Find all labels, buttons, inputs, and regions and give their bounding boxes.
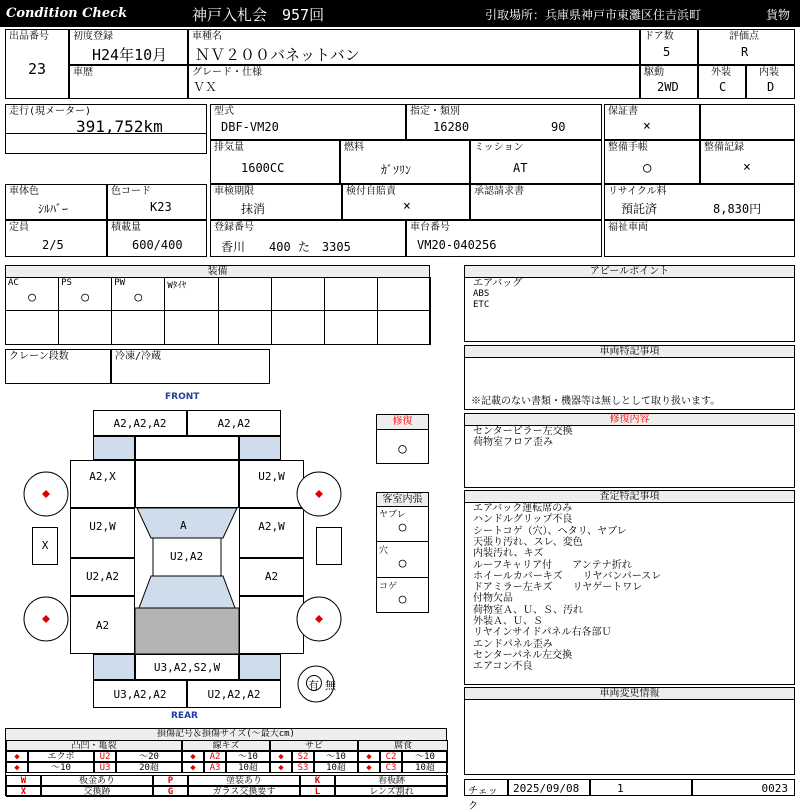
spare-no: 無 xyxy=(325,679,336,692)
special-note: ※記載のない書類・機器等は無しとして取り扱います。 xyxy=(471,396,721,407)
inspection-note-line: 内装汚れ、キズ xyxy=(473,548,544,560)
legend-symbol-code: X xyxy=(6,786,41,797)
approval-label: 承認請求書 xyxy=(474,186,524,197)
panel-front-left xyxy=(93,410,187,436)
equipment-cell xyxy=(219,277,272,311)
repair-indicator-mark: ○ xyxy=(398,441,407,457)
roof-text: U2,A2 xyxy=(170,550,204,563)
interior-item-mark: ○ xyxy=(398,556,407,571)
equipment-item-mark: ○ xyxy=(134,290,143,305)
chassis-value: VM20-040256 xyxy=(417,238,497,252)
legend-symbol-desc: ガラス交換要す xyxy=(188,786,300,797)
legend-value: 20超 xyxy=(116,762,182,773)
check-code-cell xyxy=(692,779,795,796)
legend-diamond: ◆ xyxy=(358,751,380,762)
inspection-note-line: 付物欠品 xyxy=(473,593,513,605)
appeal-line-2: ABS xyxy=(473,289,490,299)
repair-line-2: 荷物室フロア歪み xyxy=(473,437,553,448)
warranty-label: 保証書 xyxy=(608,106,638,117)
legend-symbol-desc: 交換跡 xyxy=(41,786,153,797)
panel-fender-right-text: U2,W xyxy=(258,470,285,483)
freezer-cell xyxy=(111,349,270,384)
inspection-note-line: ドアミラー左キズ リヤゲートワレ xyxy=(473,582,643,594)
check-label: チェック xyxy=(468,786,498,812)
equipment-cell xyxy=(219,311,272,345)
legend-diamond: ◆ xyxy=(6,751,28,762)
color-value: ｼﾙﾊﾞｰ xyxy=(38,202,69,216)
lot-cell xyxy=(5,29,69,99)
legend-title: 損傷記号＆損傷サイズ(～最大cm) xyxy=(6,729,446,741)
inspection-note-line: ホイールカバーキズ リヤバンパースレ xyxy=(473,570,662,582)
reg-label: 登録番号 xyxy=(214,222,254,233)
legend-symbol-desc: 看板跡 xyxy=(335,775,448,786)
bumper-center xyxy=(135,436,239,460)
legend-diamond: ◆ xyxy=(270,762,292,773)
warranty-blank xyxy=(700,104,795,140)
panel-door-rear-right xyxy=(239,558,304,596)
equipment-box xyxy=(5,265,430,345)
panel-front-right xyxy=(187,410,281,436)
appeal-line-1: エアバッグ xyxy=(473,278,523,289)
displacement-value: 1600CC xyxy=(241,161,285,175)
legend-symbol-code: K xyxy=(300,775,335,786)
displacement-label: 排気量 xyxy=(214,142,244,153)
first-reg-value: H24年10月 xyxy=(92,46,168,64)
legend-symbol-code: W xyxy=(6,775,41,786)
lot-number: 23 xyxy=(28,60,47,78)
spare-yes: 有 xyxy=(308,679,319,692)
manual-cell xyxy=(604,140,700,184)
welfare-label: 福祉車両 xyxy=(608,222,648,233)
legend-code: S3 xyxy=(292,762,314,773)
equipment-grid xyxy=(6,277,429,344)
legend-grid xyxy=(6,740,446,795)
legend-code: A2 xyxy=(204,751,226,762)
equipment-item-label: Wﾀｲﾔ xyxy=(167,281,187,291)
fuel-label: 燃料 xyxy=(344,142,364,153)
headlight-right xyxy=(239,436,281,460)
panel-front-left-text: A2,A2,A2 xyxy=(113,417,167,430)
inspection-note-line: 荷物室Ａ、Ｕ、Ｓ、汚れ xyxy=(473,604,583,616)
legend-group-header: 腐食 xyxy=(358,740,448,751)
load-label: 積載量 xyxy=(111,222,141,233)
repair-indicator-label: 修復 xyxy=(377,415,428,430)
hood-text: A xyxy=(180,519,187,532)
legend-code: A3 xyxy=(204,762,226,773)
legend-symbol-desc: 塗装あり xyxy=(188,775,300,786)
inspection-cell xyxy=(210,184,342,220)
headlight-left xyxy=(93,436,135,460)
mission-value: AT xyxy=(513,161,528,175)
header-bar xyxy=(0,0,800,27)
legend-box xyxy=(5,728,447,796)
doors-label: ドア数 xyxy=(644,31,674,42)
legend-diamond: ◆ xyxy=(182,762,204,773)
interior-item xyxy=(377,542,428,578)
cabin-diagram xyxy=(135,508,239,654)
legend-value: 10超 xyxy=(314,762,358,773)
color-cell xyxy=(5,184,107,220)
mission-label: ミッション xyxy=(474,142,524,153)
manual-label: 整備手帳 xyxy=(608,142,648,153)
model-cell xyxy=(210,104,406,140)
special-title: 車両特記事項 xyxy=(465,346,794,358)
pickup-location: 引取場所：兵庫県神戸市東灘区住吉浜町 xyxy=(485,8,702,22)
wheel-rear-right-icon xyxy=(295,595,343,643)
auction-title: 神戸入札会 957回 xyxy=(192,6,325,24)
model-label: 型式 xyxy=(214,106,234,117)
recycle-status: 預託済 xyxy=(621,202,658,216)
ext-label: 外装 xyxy=(711,67,731,78)
manual-value: ○ xyxy=(643,160,652,176)
mirror-left-text: X xyxy=(41,539,49,552)
crane-cell xyxy=(5,349,111,384)
capacity-cell xyxy=(5,220,107,257)
panel-front-right-text: A2,A2 xyxy=(217,417,251,430)
equipment-item-label: PW xyxy=(114,278,126,288)
inspection-label: 車検期限 xyxy=(214,186,254,197)
legend-group-header: サビ xyxy=(270,740,358,751)
inspection-note-line: エアバック運転席のみ xyxy=(473,503,573,514)
panel-door-rear-left xyxy=(70,558,135,596)
equipment-cell xyxy=(112,311,165,345)
legend-group-header: 凸凹・亀裂 xyxy=(6,740,182,751)
reg-cell xyxy=(210,220,406,257)
panel-fender-left-text: A2,X xyxy=(89,470,116,483)
spare-yes-circle-icon xyxy=(305,674,323,692)
panel-door-front-right-text: A2,W xyxy=(258,520,285,533)
inspection-value: 抹消 xyxy=(241,202,266,216)
legend-diamond: ◆ xyxy=(182,751,204,762)
displacement-cell xyxy=(210,140,340,184)
history-cell xyxy=(69,65,188,99)
interior-item xyxy=(377,578,428,614)
warranty-cell xyxy=(604,104,700,140)
legend-value: 10超 xyxy=(226,762,270,773)
doors-value: 5 xyxy=(663,45,671,59)
chassis-cell xyxy=(406,220,602,257)
panel-rear-right-text: U2,A2,A2 xyxy=(207,688,261,701)
legend-diamond: ◆ xyxy=(6,762,28,773)
panel-fender-left xyxy=(70,460,135,508)
wheel-front-left-icon xyxy=(22,470,70,518)
appeal-box xyxy=(464,265,795,342)
interior-item-label: ヤブレ xyxy=(379,510,406,520)
recycle-cell xyxy=(604,184,795,220)
wheel-rear-left-icon xyxy=(22,595,70,643)
capacity-label: 定員 xyxy=(9,222,29,233)
history-label: 車歴 xyxy=(73,67,93,78)
int-value: D xyxy=(767,80,775,94)
designation-cell xyxy=(406,104,602,140)
legend-value: 10超 xyxy=(402,762,448,773)
taillight-right xyxy=(239,654,281,680)
mileage-label: 走行(現メーター) xyxy=(9,106,92,117)
int-label: 内装 xyxy=(759,67,779,78)
inspection-note-line: シートコゲ（穴）、ヘタリ、ヤブレ xyxy=(473,525,627,537)
rear-window xyxy=(139,576,235,608)
equipment-cell xyxy=(165,311,218,345)
equipment-cell xyxy=(112,277,165,311)
panel-door-front-left-text: U2,W xyxy=(89,520,116,533)
appeal-line-3: ETC xyxy=(473,300,490,310)
interior-item-label: 穴 xyxy=(379,546,389,556)
legend-diamond: ◆ xyxy=(358,762,380,773)
warranty-value: × xyxy=(643,119,651,134)
equipment-cell xyxy=(165,277,218,311)
equipment-item-mark: ○ xyxy=(81,290,90,305)
interior-item-label: コゲ xyxy=(379,582,398,592)
legend-value: ～10 xyxy=(226,751,270,762)
self-check-label: 検付自賠責 xyxy=(346,186,396,197)
panel-rear-left xyxy=(93,680,187,708)
equipment-cell xyxy=(378,311,431,345)
legend-code: C2 xyxy=(380,751,402,762)
load-cell xyxy=(107,220,207,257)
service-cell xyxy=(700,140,795,184)
brand: Condition Check xyxy=(6,6,128,21)
category-value: 90 xyxy=(551,120,566,134)
inspection-notes-title: 査定特記事項 xyxy=(465,491,794,503)
mirror-left-box xyxy=(32,527,58,565)
legend-value: ～10 xyxy=(314,751,358,762)
equipment-cell xyxy=(325,311,378,345)
int-cell xyxy=(746,65,795,99)
wheel-front-right-icon xyxy=(295,470,343,518)
load-value: 600/400 xyxy=(132,238,183,252)
color-code-value: K23 xyxy=(150,200,172,214)
check-date-cell xyxy=(508,779,590,796)
change-box xyxy=(464,687,795,775)
check-code: 0023 xyxy=(761,782,788,795)
freezer-label: 冷凍/冷蔵 xyxy=(115,351,162,362)
equipment-cell xyxy=(378,277,431,311)
legend-symbol-desc: 板金あり xyxy=(41,775,153,786)
legend-code: U2 xyxy=(94,751,116,762)
panel-rear-right xyxy=(187,680,281,708)
taillight-left xyxy=(93,654,135,680)
grade-cell xyxy=(188,65,640,99)
equipment-item-label: PS xyxy=(61,278,72,288)
legend-value: エクボ xyxy=(28,751,94,762)
check-date: 2025/09/08 xyxy=(513,782,580,795)
recycle-fee: 8,830円 xyxy=(713,202,762,216)
drive-cell xyxy=(640,65,698,99)
inspection-note-line: エアコン不良 xyxy=(473,661,533,673)
rating-value: R xyxy=(741,45,749,59)
fuel-value: ｶﾞｿﾘﾝ xyxy=(381,163,412,177)
interior-item-mark: ○ xyxy=(398,520,407,535)
inspection-note-line: ルーフキャリア付 アンテナ折れ xyxy=(473,559,632,571)
ext-value: C xyxy=(719,80,727,94)
model-value: DBF-VM20 xyxy=(221,120,279,134)
reg-value: 香川 400 た 3305 xyxy=(221,240,351,254)
change-title: 車両変更情報 xyxy=(465,688,794,700)
panel-rear-left-text: U3,A2,A2 xyxy=(113,688,167,701)
lot-label: 出品番号 xyxy=(9,31,49,42)
repair-box xyxy=(464,413,795,488)
panel-door-front-left xyxy=(70,508,135,558)
mileage-value: 391,752km xyxy=(76,117,163,136)
crane-label: クレーン段数 xyxy=(9,351,69,362)
color-label: 車体色 xyxy=(9,186,39,197)
legend-diamond: ◆ xyxy=(270,751,292,762)
rating-label: 評価点 xyxy=(729,31,759,42)
name-label: 車種名 xyxy=(192,31,222,42)
check-seq: 1 xyxy=(617,782,624,795)
vehicle-name: ＮＶ２００バネットバン xyxy=(195,46,360,64)
rating-cell xyxy=(698,29,795,65)
equipment-title: 装備 xyxy=(6,266,429,278)
inspection-note-line: リヤインサイドパネル右各部Ｕ xyxy=(473,627,612,639)
recycle-label: リサイクル料 xyxy=(608,186,667,197)
inspection-notes-box xyxy=(464,490,795,685)
legend-symbol-code: L xyxy=(300,786,335,797)
color-code-label: 色コード xyxy=(111,186,151,197)
grade-value: ＶＸ xyxy=(193,80,218,94)
legend-code: S2 xyxy=(292,751,314,762)
capacity-value: 2/5 xyxy=(42,238,64,252)
legend-value: ～10 xyxy=(402,751,448,762)
vehicle-class: 貨物 xyxy=(766,8,791,22)
approval-cell xyxy=(470,184,602,220)
legend-group-header: 線キズ xyxy=(182,740,270,751)
color-code-cell xyxy=(107,184,207,220)
interior-item-mark: ○ xyxy=(398,592,407,607)
interior-label: 客室内張 xyxy=(377,493,428,507)
panel-door-rear-left-text: U2,A2 xyxy=(85,570,120,583)
drive-label: 駆動 xyxy=(644,67,664,78)
designation-label: 指定・類別 xyxy=(410,106,460,117)
equipment-cell xyxy=(6,311,59,345)
interior-items xyxy=(377,506,428,612)
legend-code: U3 xyxy=(94,762,116,773)
panel-quarter-left-text: A2 xyxy=(95,619,110,632)
repair-indicator-box xyxy=(376,414,429,464)
mirror-right-box xyxy=(316,527,342,565)
legend-symbol-code: P xyxy=(153,775,188,786)
equipment-cell xyxy=(59,277,112,311)
front-label: FRONT xyxy=(165,392,200,402)
interior-box xyxy=(376,492,429,613)
self-check-value: × xyxy=(403,199,411,214)
drive-value: 2WD xyxy=(657,80,679,94)
windshield xyxy=(137,508,237,538)
inspection-note-line: ハンドルグリップ不良 xyxy=(473,514,573,526)
rear-label: REAR xyxy=(171,711,198,721)
special-box xyxy=(464,345,795,410)
inspection-note-line: 天張り汚れ、スレ、変色 xyxy=(473,536,583,548)
engine-area xyxy=(135,460,239,508)
grade-label: グレード・仕様 xyxy=(192,67,262,78)
welfare-cell xyxy=(604,220,795,257)
mileage-cell xyxy=(5,104,207,154)
first-reg-cell xyxy=(69,29,188,65)
equipment-item-mark: ○ xyxy=(28,290,36,305)
legend-code: C3 xyxy=(380,762,402,773)
panel-door-rear-right-text: A2 xyxy=(264,570,279,583)
inspection-note-line: センターパネル左交換 xyxy=(473,649,573,661)
appeal-title: アピールポイント xyxy=(465,266,794,278)
repair-line-1: センターピラー左交換 xyxy=(473,426,573,437)
service-value: × xyxy=(743,160,751,175)
equipment-item-label: AC xyxy=(8,278,19,288)
doors-cell xyxy=(640,29,698,65)
equipment-cell xyxy=(272,277,325,311)
self-check-cell xyxy=(342,184,470,220)
inspection-note-line: エンドパネル歪み xyxy=(473,638,553,650)
chassis-label: 車台番号 xyxy=(410,222,450,233)
cargo-area xyxy=(135,608,239,654)
legend-symbol-code: G xyxy=(153,786,188,797)
panel-quarter-left xyxy=(70,596,135,654)
equipment-cell xyxy=(325,277,378,311)
legend-symbol-desc: レンズ割れ xyxy=(335,786,448,797)
panel-rear-gate-text: U3,A2,S2,W xyxy=(153,661,221,674)
check-label-cell xyxy=(464,779,508,812)
mission-cell xyxy=(470,140,602,184)
interior-item xyxy=(377,506,428,542)
equipment-cell xyxy=(59,311,112,345)
fuel-cell xyxy=(340,140,470,184)
legend-value: ～20 xyxy=(116,751,182,762)
first-reg-label: 初度登録 xyxy=(73,31,113,42)
panel-rear-gate xyxy=(135,654,239,680)
name-cell xyxy=(188,29,640,65)
repair-title: 修復内容 xyxy=(465,414,794,426)
check-seq-cell xyxy=(590,779,692,796)
inspection-note-line: 外装Ａ、Ｕ、Ｓ xyxy=(473,616,543,627)
equipment-cell xyxy=(6,277,59,311)
ext-cell xyxy=(698,65,746,99)
designation-value: 16280 xyxy=(433,120,470,134)
legend-value: ～10 xyxy=(28,762,94,773)
equipment-cell xyxy=(272,311,325,345)
service-label: 整備記録 xyxy=(704,142,744,153)
